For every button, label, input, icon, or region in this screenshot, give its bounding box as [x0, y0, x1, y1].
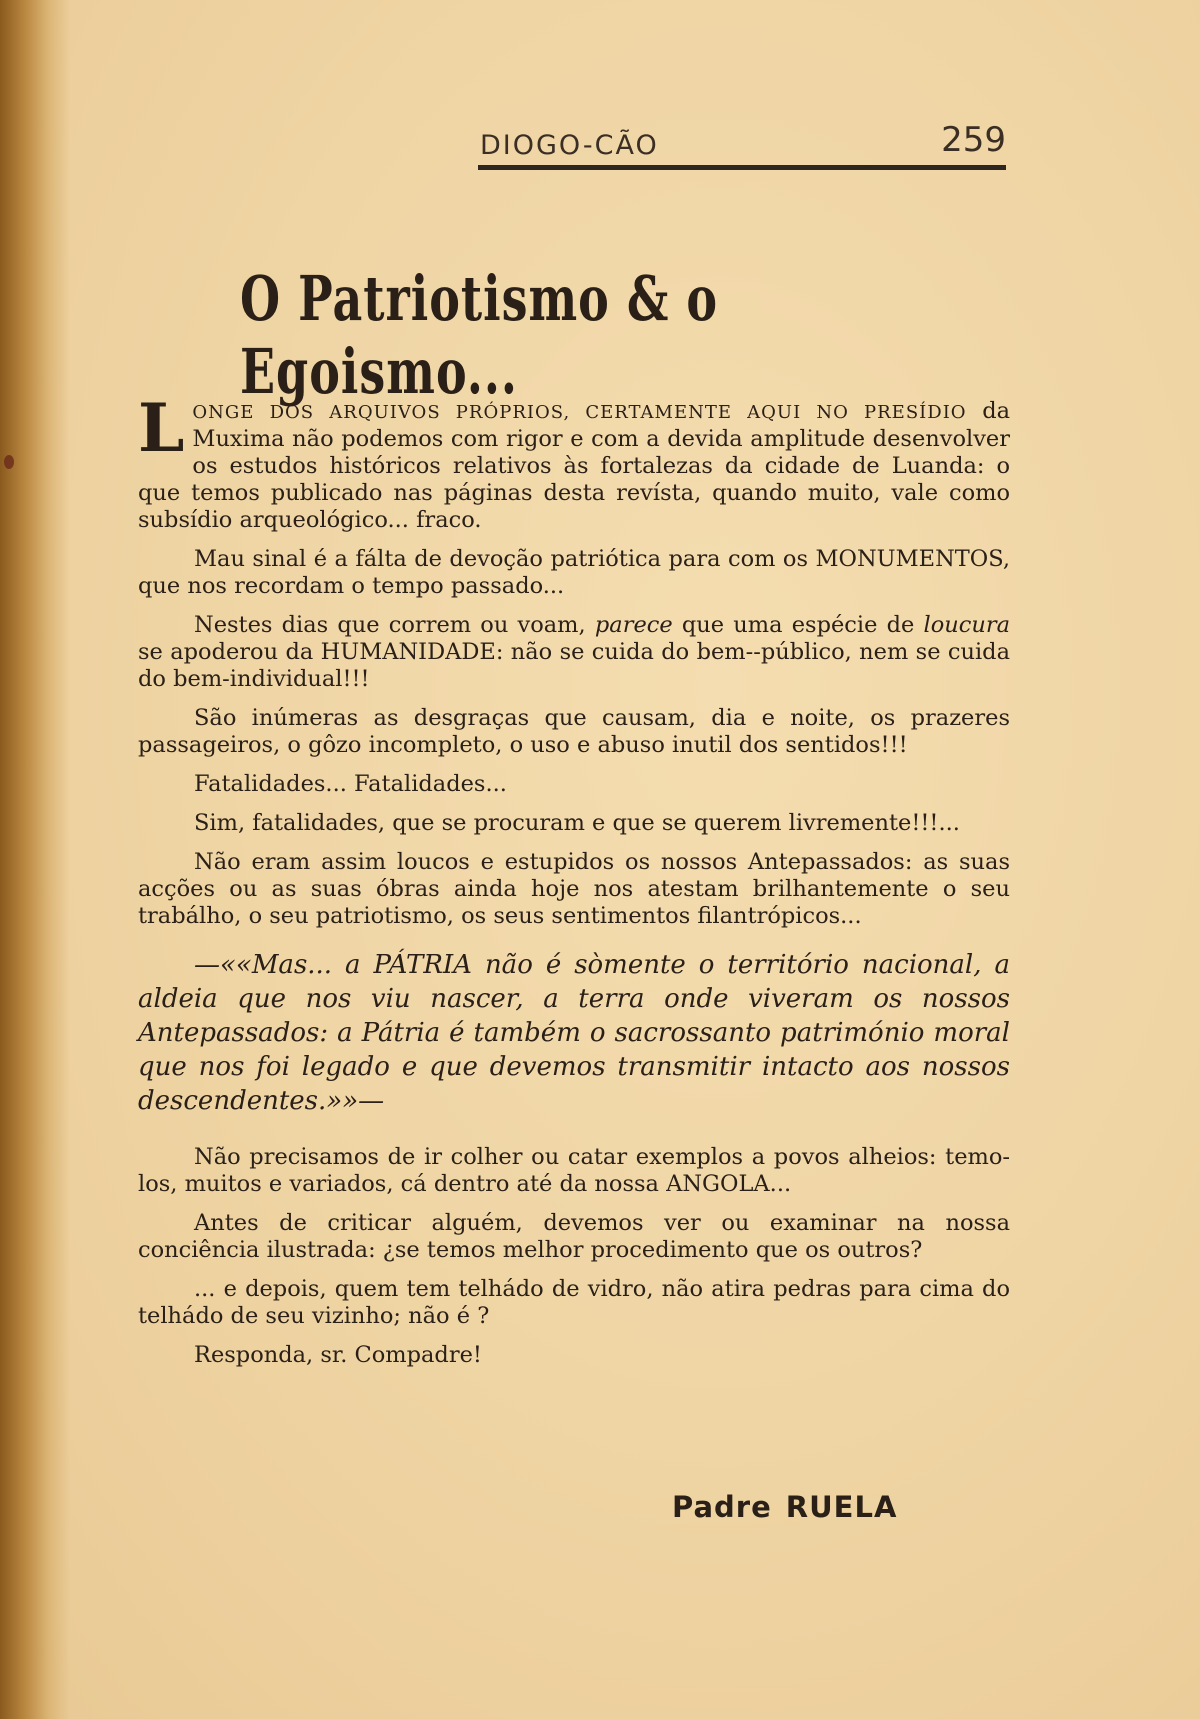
paragraph: Mau sinal é a fálta de devoção patriótica para com os MONUMENTOS, que nos recordam o tempo passado...	[138, 546, 1010, 599]
page-number: 259	[941, 120, 1006, 160]
signature-title: Padre	[672, 1490, 772, 1524]
page-header	[478, 118, 1008, 168]
paragraph: São inúmeras as desgraças que causam, dia e noite, os prazeres passageiros, o gôzo incompleto, o uso e abuso inutil dos sentidos!!!	[138, 705, 1010, 758]
paragraph: Responda, sr. Compadre!	[194, 1342, 482, 1368]
paragraph: Não eram assim loucos e estupidos os nossos Antepassados: as suas acções ou as suas óbras ainda hoje nos atestam brilhantemente o seu trabálho, o seu patriotismo, os seus sentimentos filantrópicos...	[138, 849, 1010, 929]
paragraph-text: da Muxima não podemos com rigor e com a devida amplitude desenvolver os estudos históricos relativos às fortalezas da cidade de Luanda: o que temos publicado nas páginas desta revísta, quando muito, vale como subsídio arqueológico... fraco.	[138, 398, 1011, 533]
emphasis: loucura	[923, 612, 1011, 638]
paragraph-text: Nestes dias que correm ou voam,	[194, 612, 586, 638]
paragraph: Sim, fatalidades, que se procuram e que se querem livremente!!!...	[194, 810, 960, 836]
paragraph	[138, 389, 1011, 534]
author-signature	[672, 1490, 897, 1524]
paper-stain	[4, 455, 14, 469]
drop-cap: L	[138, 389, 185, 467]
emphasis: parece	[594, 612, 673, 638]
paragraph-text: se apoderou da HUMANIDADE: não se cuida do bem--público, nem se cuida do bem-individual!!!	[138, 639, 1010, 692]
paragraph: Antes de criticar alguém, devemos ver ou examinar na nossa conciência ilustrada: ¿se temos melhor procedimento que os outros?	[138, 1210, 1010, 1263]
paragraph-text: que uma espécie de	[681, 612, 915, 638]
article-body	[138, 389, 1011, 1381]
article-title: O Patriotismo & o Egoismo...	[240, 262, 719, 408]
paragraph	[138, 612, 1010, 693]
book-spine-shadow	[0, 0, 70, 1719]
paragraph: ... e depois, quem tem telhádo de vidro, não atira pedras para cima do telhádo de seu vizinho; não é ?	[138, 1276, 1010, 1329]
paragraph: Fatalidades... Fatalidades...	[194, 771, 507, 797]
header-rule	[478, 165, 1006, 170]
running-title: DIOGO-CÃO	[480, 130, 659, 161]
smallcaps-lead: ONGE DOS ARQUIVOS PRÓPRIOS, CERTAMENTE AQUI NO PRESÍDIO	[192, 402, 967, 423]
block-quote: —««Mas... a PÁTRIA não é sòmente o território nacional, a aldeia que nos viu nascer, a terra onde viveram os nossos Antepassados: a Pátria é também o sacrossanto património moral que nos foi legado e que devemos transmitir intacto aos nossos descendentes.»»—	[138, 950, 1010, 1116]
signature-name: RUELA	[785, 1490, 898, 1524]
paragraph: Não precisamos de ir colher ou catar exemplos a povos alheios: temo-los, muitos e variados, cá dentro até da nossa ANGOLA...	[138, 1144, 1010, 1197]
